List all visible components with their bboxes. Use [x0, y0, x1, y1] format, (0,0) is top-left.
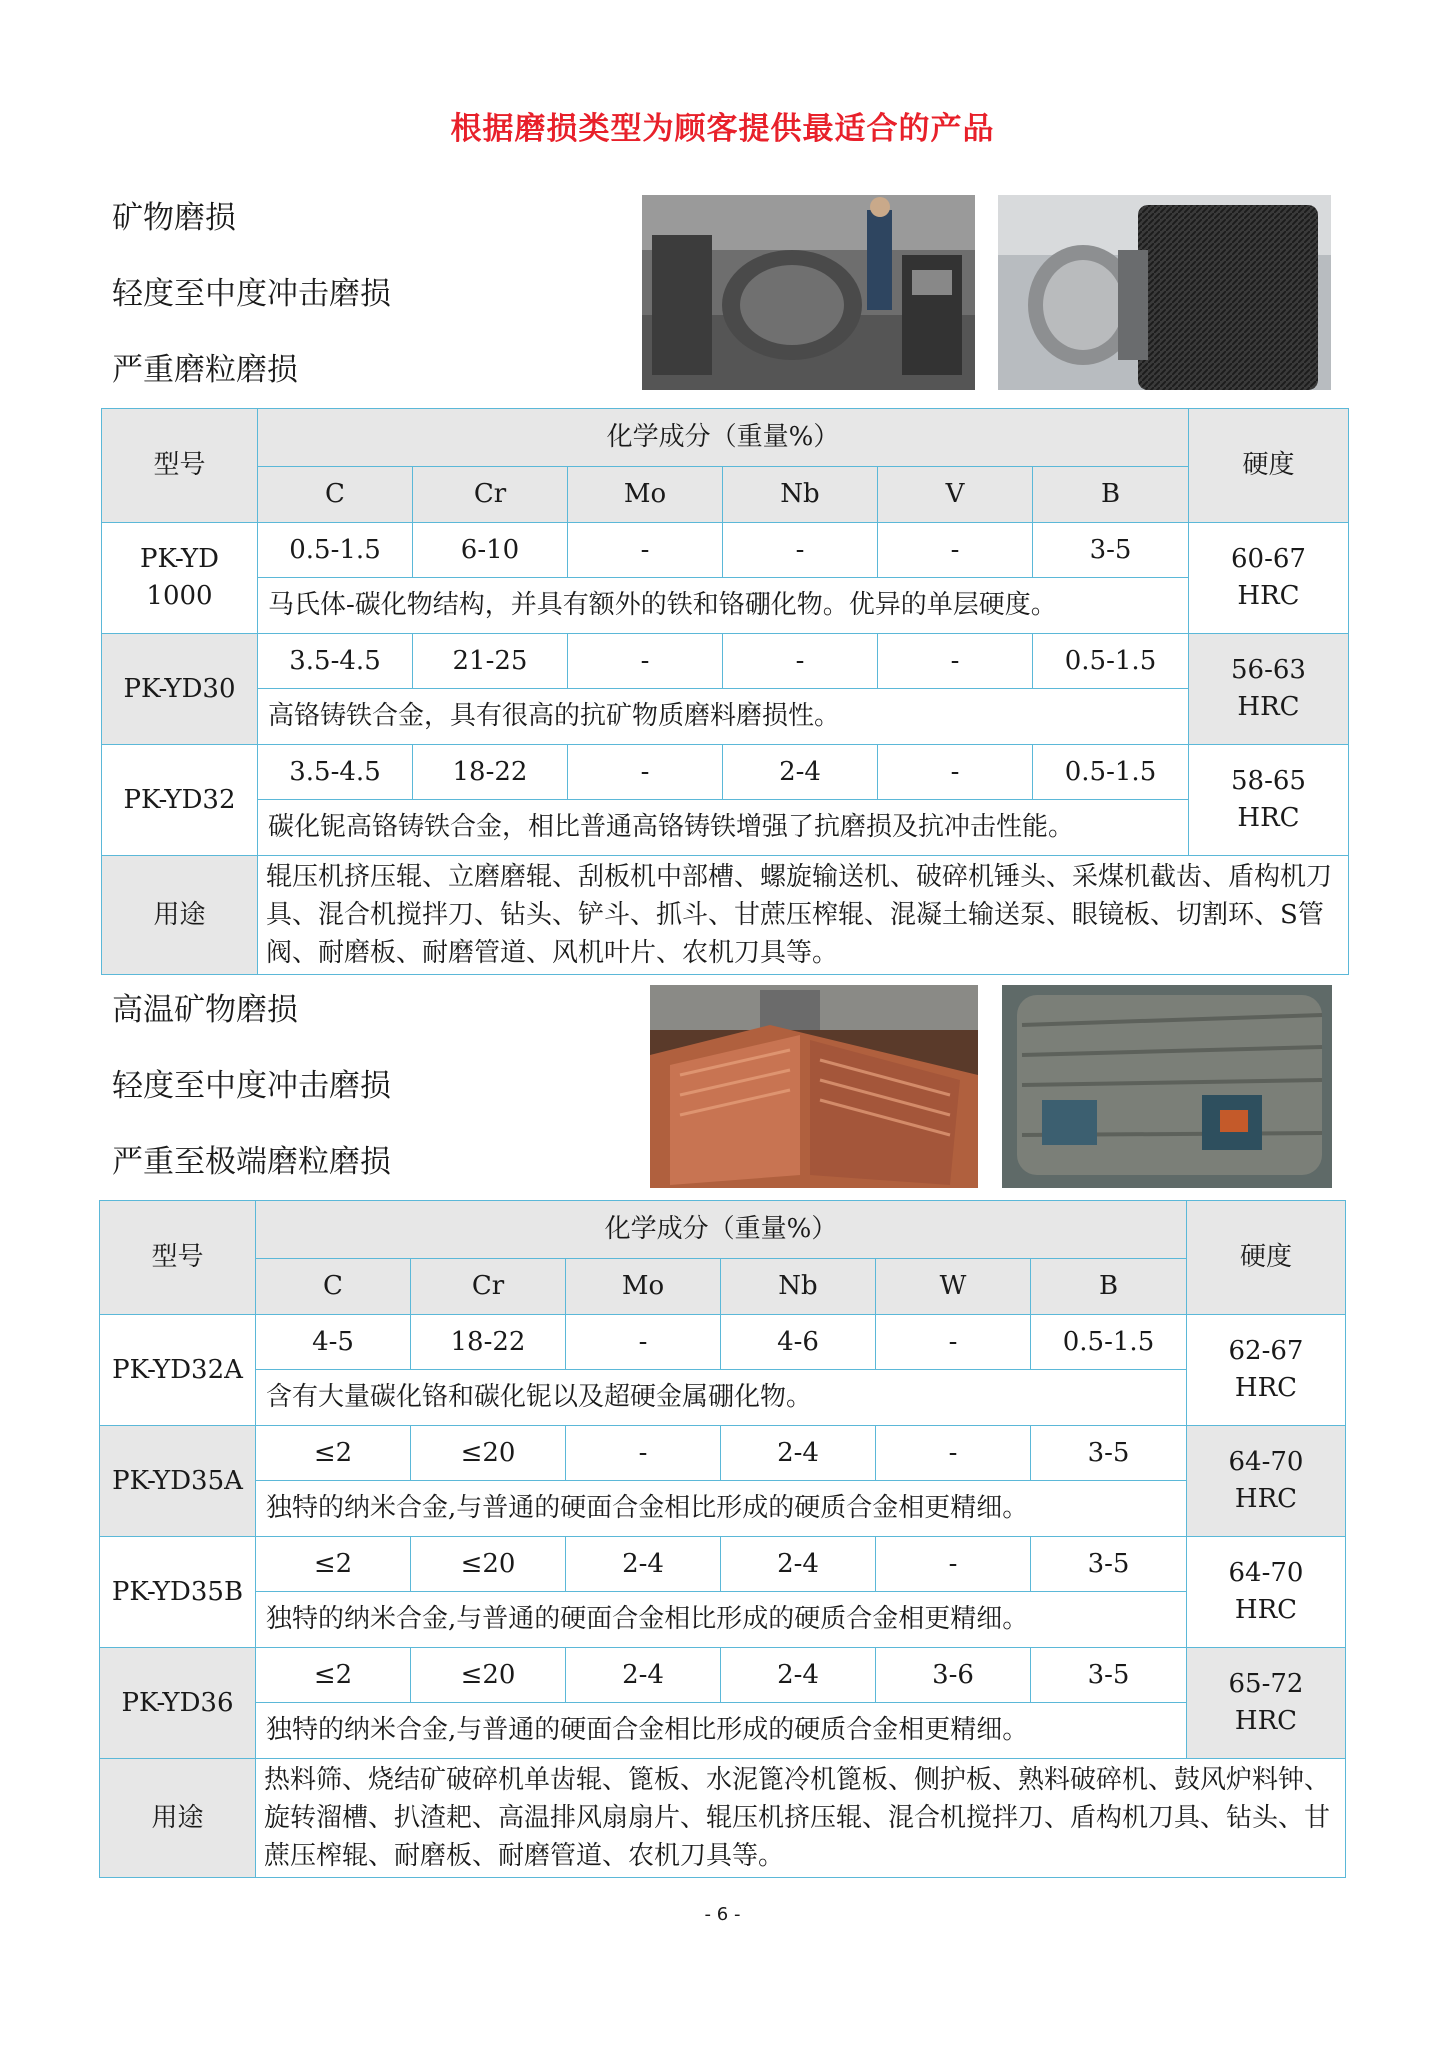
- value-cell: -: [878, 523, 1033, 578]
- value-cell: 6-10: [413, 523, 568, 578]
- section2-heading-3: 严重至极端磨粒磨损: [112, 1144, 391, 1180]
- element-header: Mo: [566, 1259, 721, 1315]
- value-cell: -: [876, 1426, 1031, 1481]
- chem-composition-header: 化学成分（重量%）: [258, 409, 1189, 467]
- value-cell: -: [876, 1315, 1031, 1370]
- value-cell: 3-6: [876, 1648, 1031, 1703]
- worn-roller-photo: [1002, 985, 1332, 1188]
- value-cell: 4-5: [256, 1315, 411, 1370]
- element-header: V: [878, 467, 1033, 523]
- value-cell: ≤2: [256, 1648, 411, 1703]
- usage-label: 用途: [100, 1759, 256, 1878]
- page-number: - 6 -: [704, 1904, 741, 1925]
- value-cell: 3-5: [1031, 1648, 1187, 1703]
- value-cell: ≤2: [256, 1426, 411, 1481]
- hardness-header: 硬度: [1187, 1201, 1346, 1315]
- element-header: B: [1033, 467, 1189, 523]
- value-cell: 3.5-4.5: [258, 745, 413, 800]
- description-cell: 高铬铸铁合金，具有很高的抗矿物质磨料磨损性。: [258, 689, 1189, 745]
- page-title: 根据磨损类型为顾客提供最适合的产品: [450, 111, 995, 147]
- section1-heading-1: 矿物磨损: [112, 200, 236, 236]
- value-cell: 3-5: [1033, 523, 1189, 578]
- value-cell: -: [876, 1537, 1031, 1592]
- hardness-cell: 62-67 HRC: [1187, 1315, 1346, 1426]
- value-cell: -: [878, 745, 1033, 800]
- value-cell: 18-22: [411, 1315, 566, 1370]
- hardness-header: 硬度: [1189, 409, 1349, 523]
- value-cell: 3.5-4.5: [258, 634, 413, 689]
- value-cell: -: [568, 523, 723, 578]
- value-cell: 2-4: [566, 1537, 721, 1592]
- description-cell: 马氏体-碳化物结构，并具有额外的铁和铬硼化物。优异的单层硬度。: [258, 578, 1189, 634]
- hardness-cell: 65-72 HRC: [1187, 1648, 1346, 1759]
- value-cell: 2-4: [723, 745, 878, 800]
- value-cell: 2-4: [566, 1648, 721, 1703]
- hardness-cell: 58-65 HRC: [1189, 745, 1349, 856]
- welding-machine-photo: [642, 195, 975, 390]
- section2-heading-2: 轻度至中度冲击磨损: [112, 1068, 391, 1104]
- value-cell: 18-22: [413, 745, 568, 800]
- model-cell: PK-YD32A: [100, 1315, 256, 1426]
- hardness-cell: 64-70 HRC: [1187, 1537, 1346, 1648]
- section1-heading-2: 轻度至中度冲击磨损: [112, 276, 391, 312]
- model-cell: PK-YD35A: [100, 1426, 256, 1537]
- hardfaced-roller-photo: [998, 195, 1331, 390]
- model-header: 型号: [102, 409, 258, 523]
- section1-headings: [112, 180, 391, 408]
- description-cell: 独特的纳米合金,与普通的硬面合金相比形成的硬质合金相更精细。: [256, 1703, 1187, 1759]
- value-cell: ≤20: [411, 1537, 566, 1592]
- value-cell: 0.5-1.5: [1033, 634, 1189, 689]
- model-cell: PK-YD 1000: [102, 523, 258, 634]
- model-cell: PK-YD36: [100, 1648, 256, 1759]
- description-cell: 碳化铌高铬铸铁合金，相比普通高铬铸铁增强了抗磨损及抗冲击性能。: [258, 800, 1189, 856]
- model-cell: PK-YD32: [102, 745, 258, 856]
- value-cell: ≤20: [411, 1648, 566, 1703]
- usage-label: 用途: [102, 856, 258, 975]
- description-cell: 含有大量碳化铬和碳化铌以及超硬金属硼化物。: [256, 1370, 1187, 1426]
- element-header: C: [256, 1259, 411, 1315]
- section2-heading-1: 高温矿物磨损: [112, 992, 298, 1028]
- value-cell: 21-25: [413, 634, 568, 689]
- value-cell: -: [566, 1315, 721, 1370]
- hardness-cell: 56-63 HRC: [1189, 634, 1349, 745]
- section1-heading-3: 严重磨粒磨损: [112, 352, 298, 388]
- element-header: Cr: [411, 1259, 566, 1315]
- usage-text: 辊压机挤压辊、立磨磨辊、刮板机中部槽、螺旋输送机、破碎机锤头、采煤机截齿、盾构机刀具、混合机搅拌刀、钻头、铲斗、抓斗、甘蔗压榨辊、混凝土输送泵、眼镜板、切割环、S管阀、耐磨板、耐磨管道、风机叶片、农机刀具等。: [258, 856, 1349, 975]
- value-cell: 0.5-1.5: [1033, 745, 1189, 800]
- value-cell: 0.5-1.5: [1031, 1315, 1187, 1370]
- section2-headings: [112, 972, 391, 1200]
- element-header: W: [876, 1259, 1031, 1315]
- model-cell: PK-YD30: [102, 634, 258, 745]
- value-cell: -: [566, 1426, 721, 1481]
- section2-spec-table: [99, 1200, 1346, 1878]
- value-cell: 4-6: [721, 1315, 876, 1370]
- element-header: C: [258, 467, 413, 523]
- element-header: Cr: [413, 467, 568, 523]
- value-cell: 2-4: [721, 1648, 876, 1703]
- section1-spec-table: [101, 408, 1349, 975]
- element-header: Mo: [568, 467, 723, 523]
- value-cell: -: [878, 634, 1033, 689]
- value-cell: ≤2: [256, 1537, 411, 1592]
- description-cell: 独特的纳米合金,与普通的硬面合金相比形成的硬质合金相更精细。: [256, 1481, 1187, 1537]
- value-cell: ≤20: [411, 1426, 566, 1481]
- hardness-cell: 64-70 HRC: [1187, 1426, 1346, 1537]
- description-cell: 独特的纳米合金,与普通的硬面合金相比形成的硬质合金相更精细。: [256, 1592, 1187, 1648]
- value-cell: -: [568, 634, 723, 689]
- element-header: Nb: [721, 1259, 876, 1315]
- model-header: 型号: [100, 1201, 256, 1315]
- grate-plates-photo: [650, 985, 978, 1188]
- value-cell: 3-5: [1031, 1537, 1187, 1592]
- value-cell: 2-4: [721, 1426, 876, 1481]
- value-cell: 2-4: [721, 1537, 876, 1592]
- value-cell: -: [723, 523, 878, 578]
- value-cell: -: [568, 745, 723, 800]
- hardness-cell: 60-67 HRC: [1189, 523, 1349, 634]
- value-cell: 3-5: [1031, 1426, 1187, 1481]
- value-cell: -: [723, 634, 878, 689]
- element-header: Nb: [723, 467, 878, 523]
- model-cell: PK-YD35B: [100, 1537, 256, 1648]
- value-cell: 0.5-1.5: [258, 523, 413, 578]
- element-header: B: [1031, 1259, 1187, 1315]
- chem-composition-header: 化学成分（重量%）: [256, 1201, 1187, 1259]
- usage-text: 热料筛、烧结矿破碎机单齿辊、篦板、水泥篦冷机篦板、侧护板、熟料破碎机、鼓风炉料钟、旋转溜槽、扒渣耙、高温排风扇扇片、辊压机挤压辊、混合机搅拌刀、盾构机刀具、钻头、甘蔗压榨辊、耐磨板、耐磨管道、农机刀具等。: [256, 1759, 1346, 1878]
